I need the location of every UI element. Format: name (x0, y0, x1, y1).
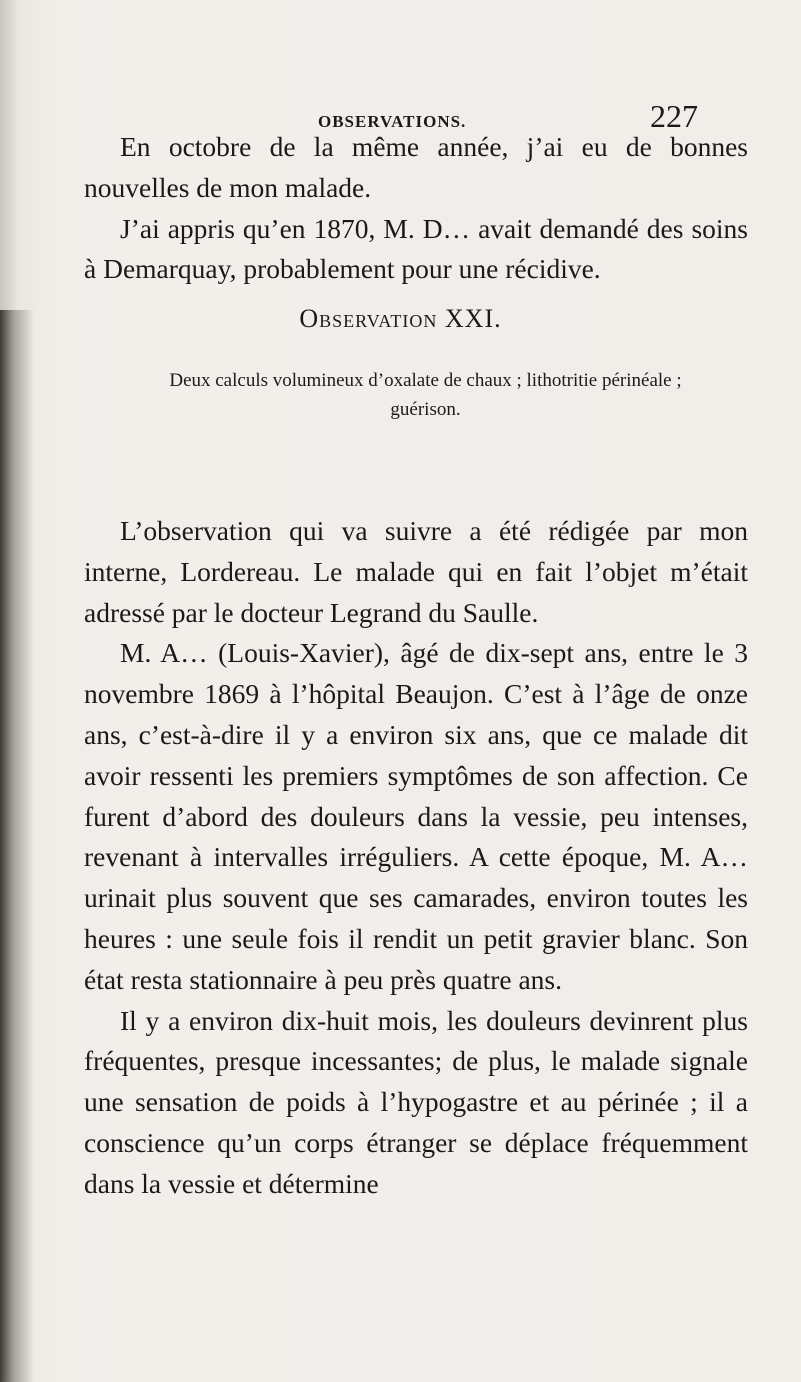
binding-shadow (0, 310, 34, 1382)
observation-summary: Deux calculs volumineux d’oxalate de chaux ; lithotritie périnéale ; guérison. (169, 370, 682, 420)
binding-shadow-upper (0, 0, 18, 310)
paragraph: Il y a environ dix-huit mois, les douleurs devinrent plus fréquentes, presque incessantes; de plus, le malade signale une sensation de poids à l’hypogastre et au périnée ; il a conscience qu’un corps étranger se déplace fréquemment dans la vessie et détermine (84, 1004, 748, 1199)
observation-text (84, 511, 748, 1205)
page-number: 227 (650, 98, 698, 134)
running-title: OBSERVATIONS. (318, 112, 467, 131)
paragraph: M. A… (Louis-Xavier), âgé de dix-sept ans, entre le 3 novembre 1869 à l’hôpital Beaujon. C’est à l’âge de onze ans, c’est-à-dire il y a environ six ans, que ce malade dit avoir ressenti les premiers symptômes de son affection. Ce furent d’abord des douleurs dans la vessie, peu intenses, revenant à intervalles irréguliers. A cette époque, M. A… urinait plus souvent que ses camarades, environ toutes les heures : une seule fois il rendit un petit gravier blanc. Son état resta stationnaire à peu près quatre ans. (84, 637, 748, 995)
observation-title: Observation XXI. (299, 304, 502, 333)
opening-text (84, 127, 748, 290)
paragraph: En octobre de la même année, j’ai eu de bonnes nouvelles de mon malade. (84, 131, 748, 203)
paragraph: L’observation qui va suivre a été rédigée par mon interne, Lordereau. Le malade qui en fait l’objet m’était adressé par le docteur Legrand du Saulle. (84, 515, 748, 628)
paragraph: J’ai appris qu’en 1870, M. D… avait demandé des soins à Demarquay, probablement pour une récidive. (84, 212, 748, 285)
page-header (0, 92, 801, 132)
